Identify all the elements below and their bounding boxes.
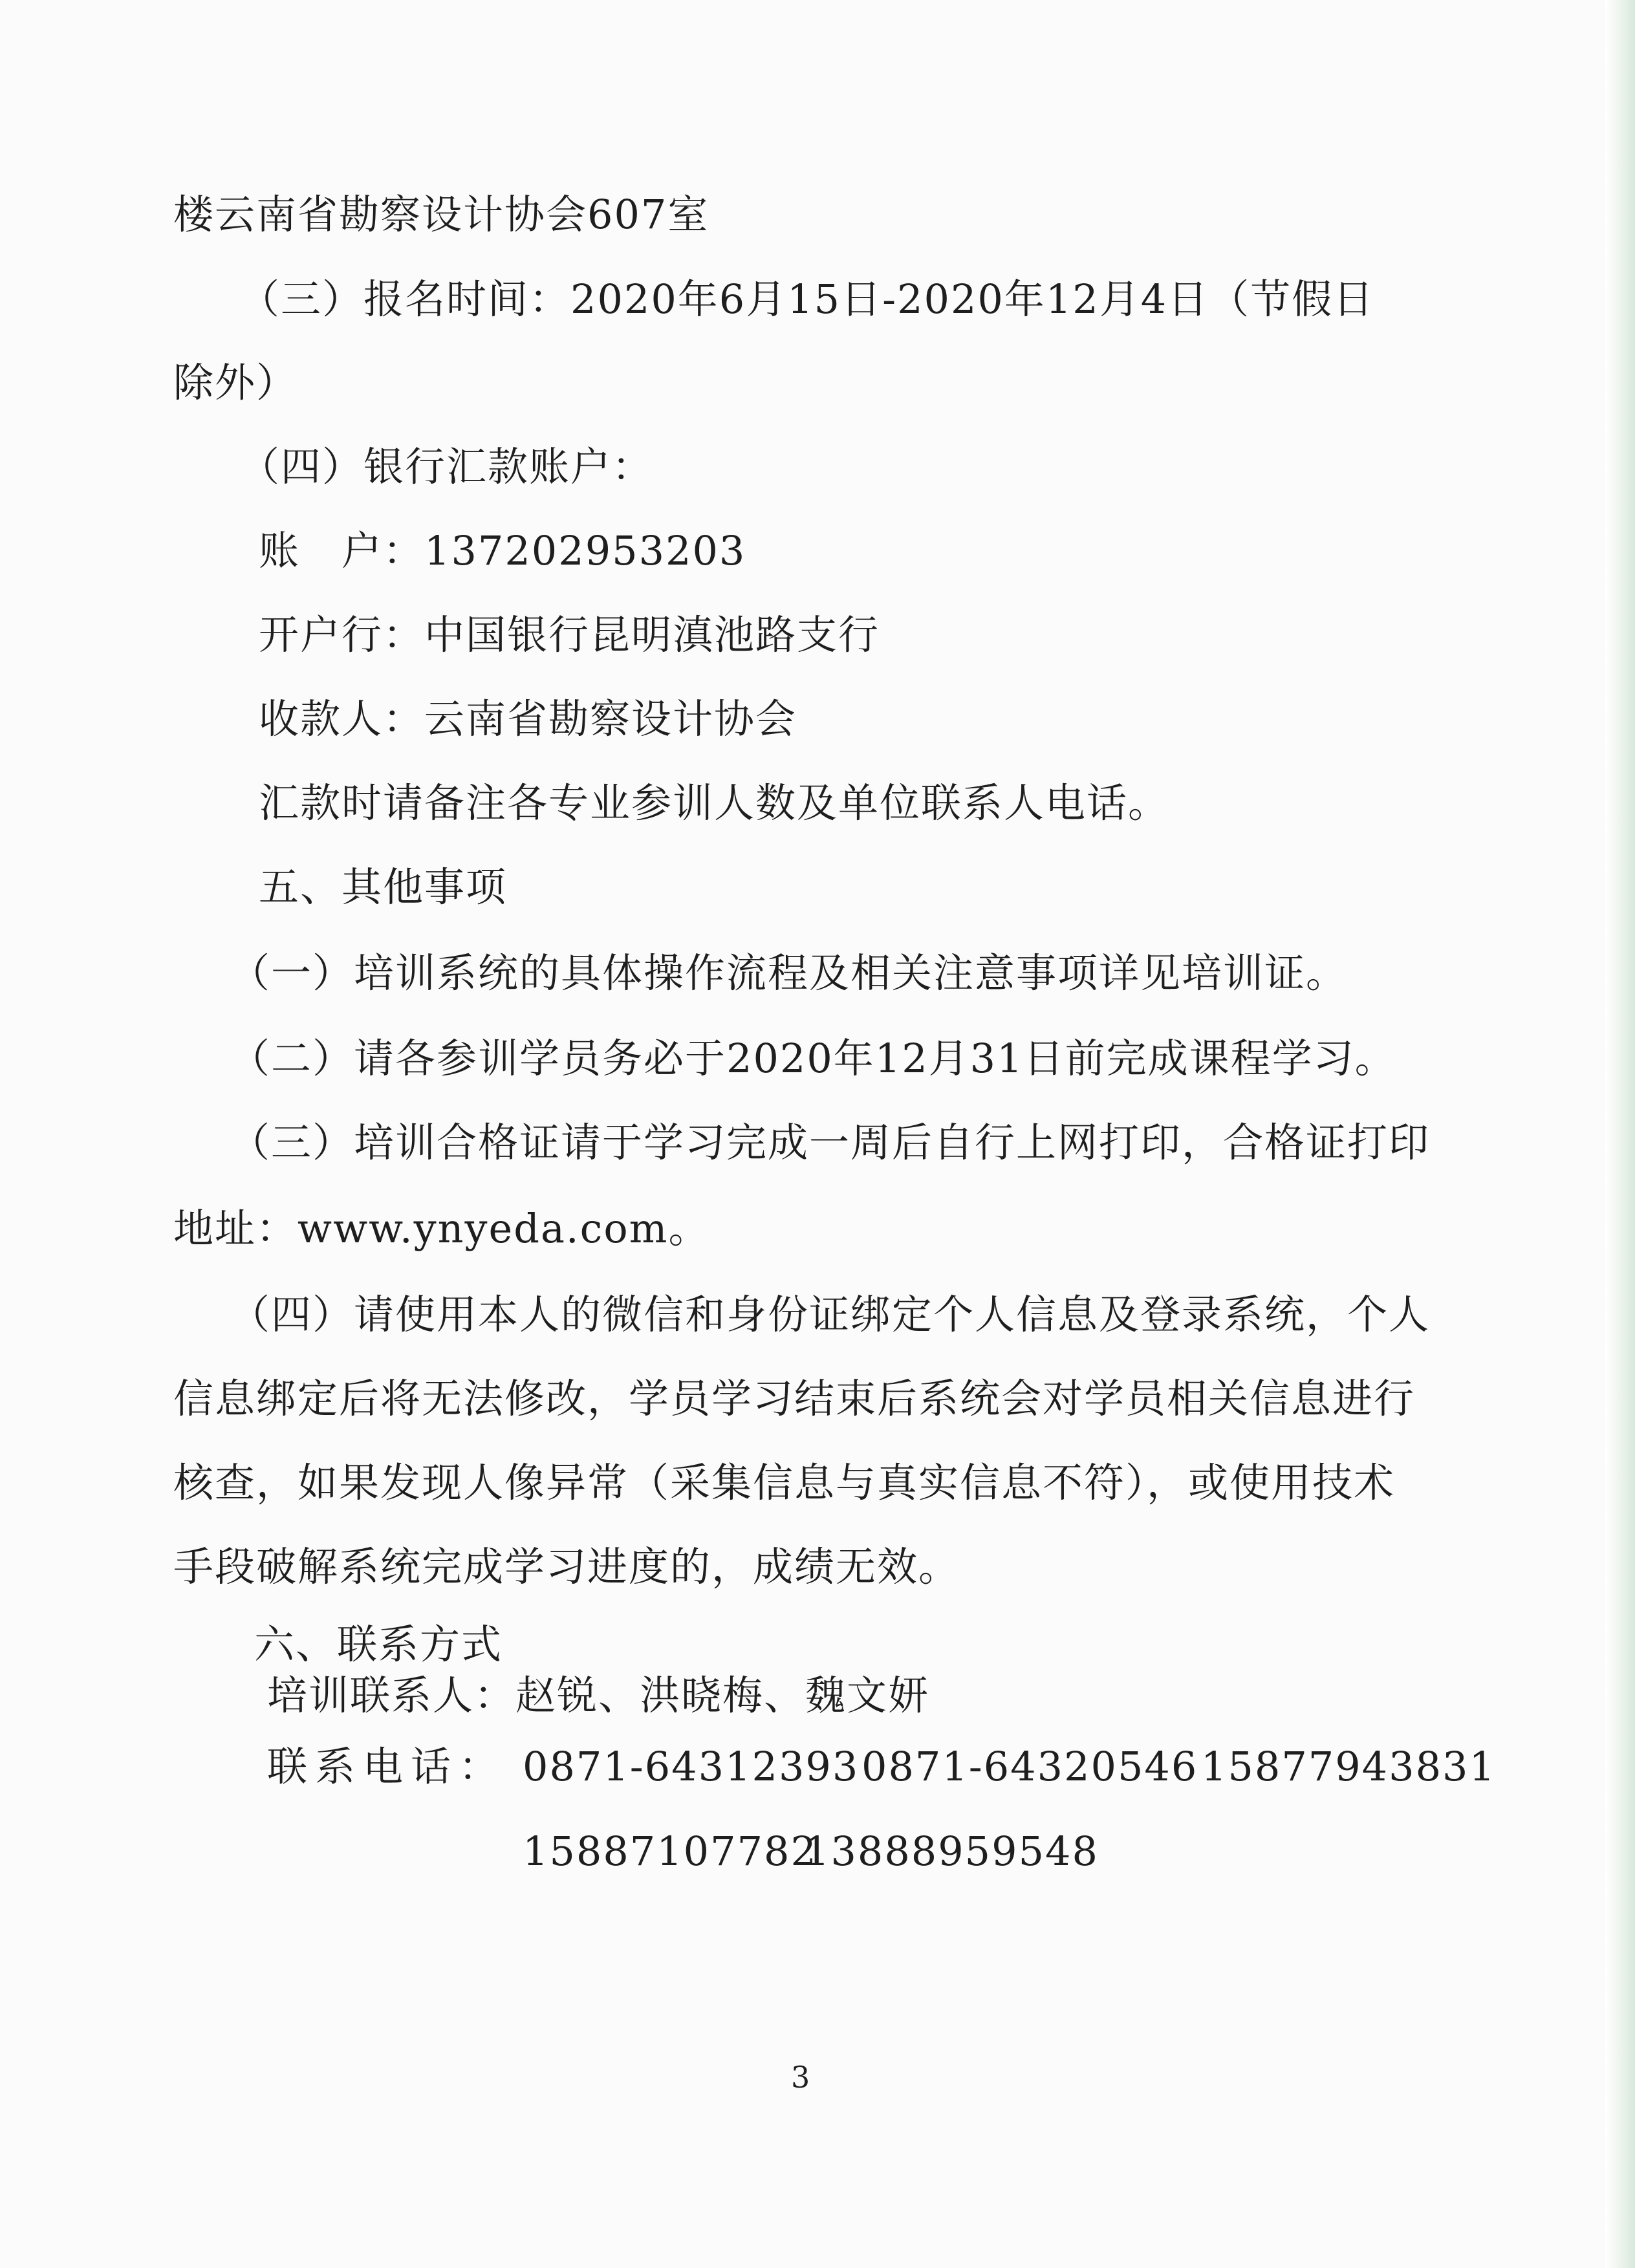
page-number: 3 — [791, 2060, 810, 2095]
text-line-item-4: （四）请使用本人的微信和身份证绑定个人信息及登录系统，个人 — [230, 1291, 1431, 1338]
text-line-address: 楼云南省勘察设计协会607室 — [173, 191, 709, 238]
bank-branch-label: 开户行： — [259, 611, 425, 658]
contact-persons-label: 培训联系人： — [267, 1672, 516, 1719]
phone-number: 13888959548 — [804, 1828, 1099, 1875]
text-line-remittance-note: 汇款时请备注各专业参训人数及单位联系人电话。 — [259, 779, 1170, 826]
text-line-contact-persons — [267, 1670, 929, 1722]
scan-edge-decoration — [1605, 0, 1635, 2268]
text-line-item-4-cont-1: 信息绑定后将无法修改，学员学习结束后系统会对学员相关信息进行 — [173, 1375, 1416, 1422]
phone-number: 0871-64312393 — [523, 1743, 860, 1790]
text-line-bank-heading: （四）银行汇款账户： — [239, 443, 654, 490]
contact-persons-value: 赵锐、洪晓梅、魏文妍 — [515, 1672, 930, 1719]
phone-number: 15887107782 — [523, 1828, 817, 1875]
account-label: 账 户： — [259, 527, 425, 574]
text-line-registration-time: （三）报名时间：2020年6月15日-2020年12月4日（节假日 — [239, 275, 1375, 323]
text-line-website — [173, 1203, 709, 1255]
account-number: 137202953203 — [424, 527, 746, 574]
text-line-payee — [259, 693, 797, 745]
payee-label: 收款人： — [259, 695, 425, 742]
text-line-bank-branch — [259, 609, 880, 661]
text-line-item-4-cont-3: 手段破解系统完成学习进度的，成绩无效。 — [173, 1543, 960, 1590]
section-heading-contact: 六、联系方式 — [254, 1621, 503, 1668]
section-heading-other-matters: 五、其他事项 — [259, 863, 508, 911]
text-line-item-4-cont-2: 核查，如果发现人像异常（采集信息与真实信息不符），或使用技术 — [173, 1459, 1396, 1506]
text-line-item-2: （二）请各参训学员务必于2020年12月31日前完成课程学习。 — [230, 1035, 1396, 1082]
bank-branch-value: 中国银行昆明滇池路支行 — [424, 611, 880, 658]
payee-value: 云南省勘察设计协会 — [424, 695, 797, 742]
website-label: 地址： — [173, 1205, 298, 1252]
phone-number: 15877943831 — [1201, 1743, 1496, 1790]
phone-number: 0871-64320546 — [861, 1743, 1198, 1790]
text-line-item-1: （一）培训系统的具体操作流程及相关注意事项详见培训证。 — [230, 949, 1348, 997]
text-line-account — [259, 525, 746, 577]
text-line-holiday-note: 除外） — [173, 359, 298, 406]
text-line-phones-label: 联系电话： — [267, 1743, 507, 1790]
website-url: www.ynyeda.com。 — [298, 1205, 710, 1252]
text-line-item-3: （三）培训合格证请于学习完成一周后自行上网打印，合格证打印 — [230, 1119, 1431, 1166]
